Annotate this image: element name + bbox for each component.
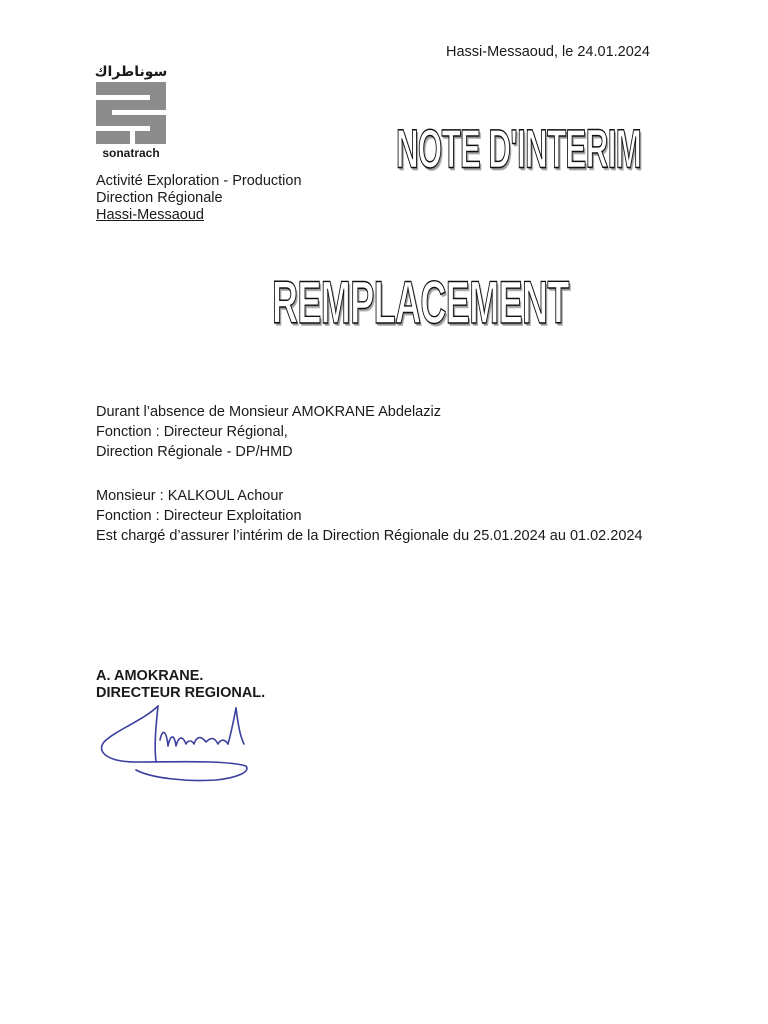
org-direction: Direction Régionale [96, 190, 223, 206]
document-date: Hassi-Messaoud, le 24.01.2024 [446, 44, 650, 60]
replacement-name: Monsieur : KALKOUL Achour [96, 488, 284, 504]
handwritten-signature [96, 700, 266, 790]
logo-arabic-text: سوناطراك [94, 64, 168, 80]
signatory-name: A. AMOKRANE. [96, 668, 204, 684]
subject-title: REMPLACEMENT [272, 269, 569, 336]
logo-name-text: sonatrach [102, 146, 160, 160]
replacement-period: Est chargé d’assurer l’intérim de la Direction Régionale du 25.01.2024 au 01.02.2024 [96, 528, 643, 544]
note-title: NOTE D'INTERIM [396, 119, 642, 180]
replacement-function: Fonction : Directeur Exploitation [96, 508, 302, 524]
replacement-paragraph [96, 486, 643, 546]
signatory-title: DIRECTEUR REGIONAL. [96, 685, 266, 701]
absence-line: Durant l’absence de Monsieur AMOKRANE Abdelaziz [96, 404, 441, 420]
signatory-block [96, 668, 265, 702]
absence-paragraph [96, 402, 441, 462]
org-location: Hassi-Messaoud [96, 207, 204, 223]
sonatrach-emblem-icon [96, 82, 166, 144]
absence-direction: Direction Régionale - DP/HMD [96, 444, 293, 460]
absence-function: Fonction : Directeur Régional, [96, 424, 288, 440]
organization-block [96, 173, 302, 224]
sonatrach-logo [94, 64, 168, 160]
org-activity: Activité Exploration - Production [96, 173, 302, 189]
